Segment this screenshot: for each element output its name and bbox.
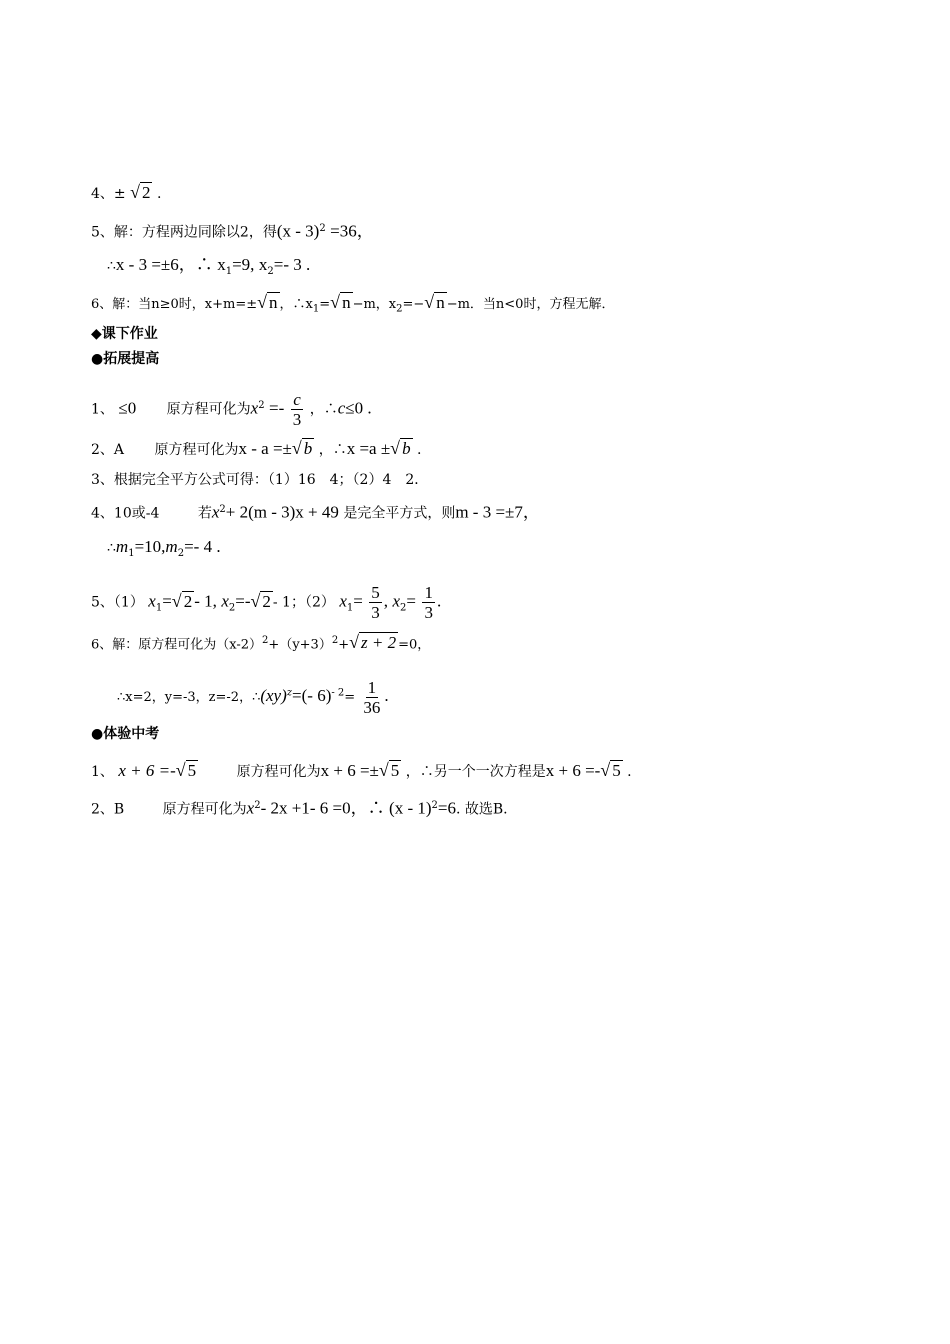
exam-2: 2、B 原方程可化为$x^2-$ 2x +1- 6 =0，∴ (x - 1)$^2$=6. 故选B. xyxy=(91,798,508,818)
extension-1: 1、 ≤0 原方程可化为$x^2$ =- $\frac{c}{3}$ ，∴c≤0 . xyxy=(91,390,372,429)
section-heading-homework: ◆课下作业 xyxy=(91,326,158,342)
answer-5-cont: ∴x - 3 =±6，∴ $x_1=9$, $x_2=-$ 3 . xyxy=(107,255,311,277)
extension-6-cont: ∴x=2，y=-3，z=-2，∴(xy)$^z$=(- 6)$^{- 2}$= $\frac{1}{36}$ . xyxy=(117,678,389,717)
exam-1: 1、 x + 6 =-√ 5 原方程可化为x + 6 =±√ 5 ，∴另一个一次方程是x + 6 =-√ 5 . xyxy=(91,760,632,780)
section-heading-exam: ●体验中考 xyxy=(91,726,160,742)
extension-4-cont: $\therefore m_1=10,m_2=-$ 4 . xyxy=(107,537,221,559)
extension-3: 3、根据完全平方公式可得：（1）16 4；（2）4 2． xyxy=(91,472,429,488)
extension-2: 2、A 原方程可化为x - a =±√ b ，∴x =a ±√ b . xyxy=(91,438,422,458)
answer-6: 6、解：当n≥0时，x+m=±√ n ，$\therefore x_1=√$ n −m，$x_2=-√$ n −m．当n<0时，方程无解． xyxy=(91,292,615,315)
fraction: $\frac{c}{3}$ xyxy=(292,390,302,429)
extension-4: 4、10或-4 若$x^2+ 2(m - 3)x + 49$ 是完全平方式，则m - 3 =±7， xyxy=(91,502,540,522)
extension-6: 6、解：原方程可化为$(x-2)^2+(y+3)^2+√$ z + 2 =0， xyxy=(91,632,431,653)
answer-4: 4、± √ 2 . xyxy=(91,182,162,202)
sqrt-expression: √ 2 xyxy=(130,182,151,202)
extension-5: 5、（1） $x_1=√$ 2 - 1, $x_2=-√$ 2 - 1；（2） $x_1=$ $\frac{5}{3}$ , $x_2=$ $\frac{1}{3}$ . xyxy=(91,583,442,622)
section-heading-extension: ●拓展提高 xyxy=(91,351,160,367)
answer-5: 5、解：方程两边同除以2，得(x - 3)$^2$ =36， xyxy=(91,221,374,241)
